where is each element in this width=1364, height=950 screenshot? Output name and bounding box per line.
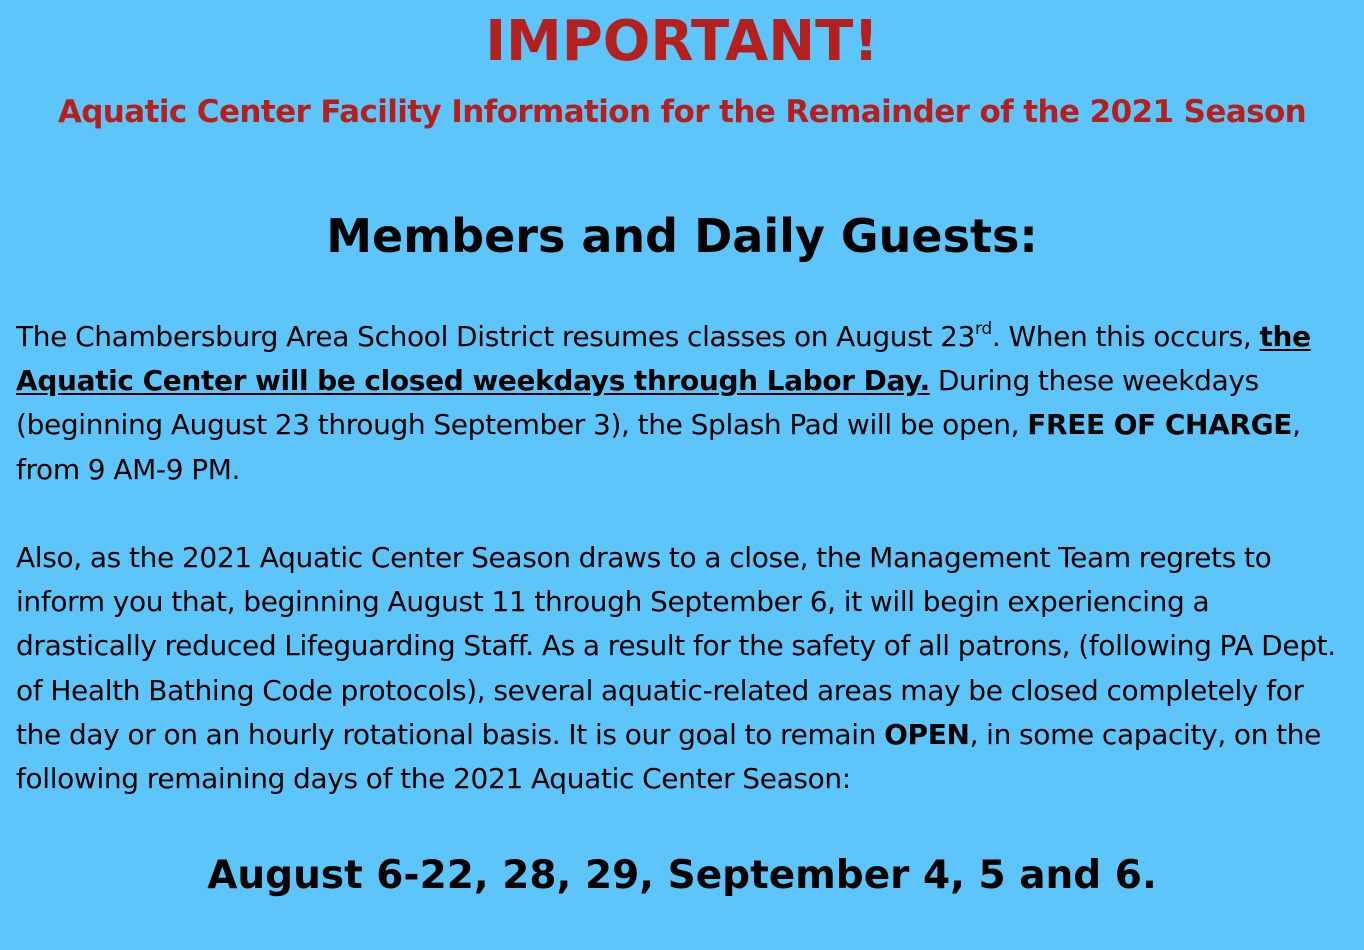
paragraph1-text-c: During these weekdays (beginning August 23 through September 3), the Splash Pad will be open, — [16, 364, 1259, 442]
school-closure-paragraph — [16, 315, 1356, 492]
paragraph1-text-d: , from 9 AM-9 PM. — [16, 408, 1301, 486]
paragraph1-text-b: . When this occurs, — [991, 320, 1260, 353]
facility-info-subtitle: Aquatic Center Facility Information for the Remainder of the 2021 Season — [57, 94, 1307, 130]
paragraph1-text-a: The Chambersburg Area School District resumes classes on August 23 — [16, 320, 976, 353]
ordinal-suffix: rd — [975, 319, 992, 339]
staffing-paragraph — [16, 536, 1356, 801]
open-dates-list: August 6-22, 28, 29, September 4, 5 and 6. — [207, 853, 1157, 898]
free-of-charge-emphasis: FREE OF CHARGE — [1027, 408, 1293, 442]
paragraph2-text-a: Also, as the 2021 Aquatic Center Season draws to a close, the Management Team regrets to inform you that, beginning August 11 through September 6, it will begin experiencing a drastically reduced Lifeguarding Staff. As a result for the safety of all patrons, (following PA Dept. of Health Bathing Code protocols), several aquatic-related areas may be closed completely for the day or on an hourly rotational basis. It is our goal to remain — [16, 541, 1336, 751]
important-title: IMPORTANT! — [485, 9, 879, 74]
paragraph2-text-b: , in some capacity, on the following remaining days of the 2021 Aquatic Center Season: — [16, 717, 1322, 796]
open-emphasis: OPEN — [884, 717, 970, 751]
weekday-closure-notice: the Aquatic Center will be closed weekdays through Labor Day. — [16, 320, 1311, 398]
members-guests-heading: Members and Daily Guests: — [326, 209, 1038, 263]
